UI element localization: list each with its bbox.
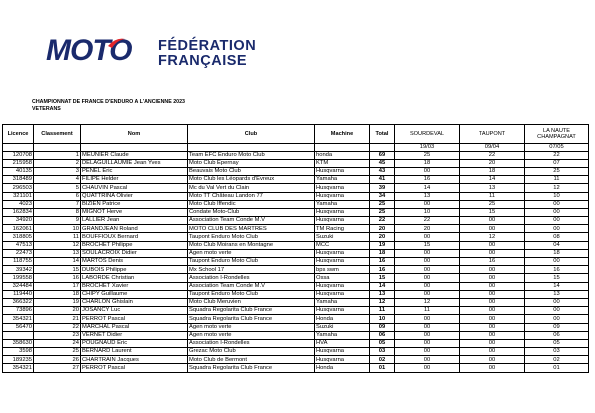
cell-machine: Husqvarna <box>315 217 370 225</box>
cell-club: MOTO CLUB DES MARTRES <box>188 225 315 233</box>
cell-total: 41 <box>370 176 395 184</box>
cell-taupont: 00 <box>460 356 525 364</box>
cell-licence: 189235 <box>3 356 34 364</box>
table-row <box>3 159 589 167</box>
col-classement: Classement <box>34 125 81 144</box>
cell-club: Moto Club Meruvien <box>188 298 315 306</box>
cell-machine: Yamaha <box>315 298 370 306</box>
logo-brand: MOTO <box>46 34 132 67</box>
cell-machine: Husqvarna <box>315 258 370 266</box>
col-total: Total <box>370 125 395 144</box>
cell-taupont: 00 <box>460 290 525 298</box>
cell-club: Taupont Enduro Moto Club <box>188 233 315 241</box>
cell-taupont: 00 <box>460 274 525 282</box>
table-row <box>3 298 589 306</box>
cell-la-naute: 05 <box>525 339 589 347</box>
cell-taupont: 00 <box>460 266 525 274</box>
cell-taupont: 00 <box>460 282 525 290</box>
cell-name: JOSANCY Luc <box>81 307 188 315</box>
cell-machine: bps swm <box>315 266 370 274</box>
cell-machine: Honda <box>315 364 370 372</box>
cell-taupont: 20 <box>460 159 525 167</box>
cell-machine: Suzuki <box>315 233 370 241</box>
cell-la-naute: 14 <box>525 282 589 290</box>
cell-machine: Ossa <box>315 274 370 282</box>
cell-club: Moto Club les Léopards d'Evreux <box>188 176 315 184</box>
table-row <box>3 356 589 364</box>
cell-machine: KTM <box>315 159 370 167</box>
table-row <box>3 208 589 216</box>
cell-name: CHARTRAIN Jacques <box>81 356 188 364</box>
cell-licence: 4023 <box>3 200 34 208</box>
cell-sourdeval: 00 <box>395 356 460 364</box>
cell-rank: 7 <box>34 200 81 208</box>
cell-name: FILIPE Helder <box>81 176 188 184</box>
cell-licence: 40135 <box>3 167 34 175</box>
cell-licence: 354321 <box>3 315 34 323</box>
cell-taupont: 00 <box>460 323 525 331</box>
cell-name: LALLIER Jean <box>81 217 188 225</box>
cell-total: 20 <box>370 233 395 241</box>
cell-licence: 321101 <box>3 192 34 200</box>
cell-taupont: 00 <box>460 225 525 233</box>
cell-taupont: 25 <box>460 200 525 208</box>
cell-la-naute: 10 <box>525 192 589 200</box>
cell-rank: 17 <box>34 282 81 290</box>
cell-licence: 318489 <box>3 176 34 184</box>
table-row <box>3 307 589 315</box>
cell-rank: 12 <box>34 241 81 249</box>
cell-name: PERROT Pascal <box>81 364 188 372</box>
cell-club: Taupont Enduro Moto Club <box>188 258 315 266</box>
cell-club: Moto Club de Bermont <box>188 356 315 364</box>
table-row <box>3 266 589 274</box>
cell-sourdeval: 10 <box>395 208 460 216</box>
cell-sourdeval: 00 <box>395 290 460 298</box>
cell-name: MEUNIER Claude <box>81 151 188 159</box>
cell-total: 05 <box>370 339 395 347</box>
cell-machine: Husqvarna <box>315 307 370 315</box>
cell-total: 22 <box>370 217 395 225</box>
cell-licence: 118755 <box>3 258 34 266</box>
cell-sourdeval: 00 <box>395 266 460 274</box>
cell-la-naute: 00 <box>525 225 589 233</box>
cell-machine: Husqvarna <box>315 356 370 364</box>
cell-name: DUBOIS Philippe <box>81 266 188 274</box>
date-sourdeval: 19/03 <box>395 144 460 152</box>
table-row <box>3 258 589 266</box>
cell-club: Moto Club Epernay <box>188 159 315 167</box>
date-la-naute: 07/05 <box>525 144 589 152</box>
cell-la-naute: 00 <box>525 258 589 266</box>
cell-name: CHIPY Guillaume <box>81 290 188 298</box>
cell-taupont: 00 <box>460 348 525 356</box>
cell-name: CHAUVIN Pascal <box>81 184 188 192</box>
table-row <box>3 217 589 225</box>
cell-club: Team EFC Enduro Moto Club <box>188 151 315 159</box>
cell-taupont: 16 <box>460 258 525 266</box>
cell-sourdeval: 00 <box>395 249 460 257</box>
cell-rank: 5 <box>34 184 81 192</box>
cell-name: BOUFFIOUX Bernard <box>81 233 188 241</box>
cell-rank: 23 <box>34 331 81 339</box>
cell-name: GRANDJEAN Roland <box>81 225 188 233</box>
results-table <box>2 124 589 373</box>
table-row <box>3 339 589 347</box>
cell-licence: 354321 <box>3 364 34 372</box>
cell-total: 20 <box>370 225 395 233</box>
cell-total: 09 <box>370 323 395 331</box>
date-taupont: 09/04 <box>460 144 525 152</box>
cell-name: QUATTRINA Olivier <box>81 192 188 200</box>
cell-rank: 4 <box>34 176 81 184</box>
cell-name: CHARLON Ghislain <box>81 298 188 306</box>
cell-club: Moto Club Iffendic <box>188 200 315 208</box>
cell-total: 25 <box>370 208 395 216</box>
cell-total: 03 <box>370 348 395 356</box>
cell-rank: 27 <box>34 364 81 372</box>
cell-taupont: 12 <box>460 233 525 241</box>
cell-licence: 73896 <box>3 307 34 315</box>
cell-machine: Yamaha <box>315 331 370 339</box>
cell-name: PENEL Eric <box>81 167 188 175</box>
date-row <box>3 144 589 152</box>
cell-sourdeval: 00 <box>395 282 460 290</box>
cell-sourdeval: 00 <box>395 364 460 372</box>
col-race-sourdeval: SOURDEVAL <box>395 125 460 144</box>
cell-rank: 9 <box>34 217 81 225</box>
cell-taupont: 00 <box>460 339 525 347</box>
cell-taupont: 00 <box>460 241 525 249</box>
cell-taupont: 14 <box>460 176 525 184</box>
cell-name: LABORDE Christian <box>81 274 188 282</box>
cell-taupont: 11 <box>460 192 525 200</box>
cell-sourdeval: 00 <box>395 323 460 331</box>
cell-la-naute: 00 <box>525 208 589 216</box>
cell-total: 01 <box>370 364 395 372</box>
cell-total: 14 <box>370 282 395 290</box>
table-row <box>3 225 589 233</box>
cell-rank: 25 <box>34 348 81 356</box>
cell-sourdeval: 00 <box>395 315 460 323</box>
cell-taupont: 00 <box>460 315 525 323</box>
cell-total: 02 <box>370 356 395 364</box>
cell-total: 10 <box>370 315 395 323</box>
col-race-la-naute: LA NAUTE CHAMPAGNAT <box>525 125 589 144</box>
cell-la-naute: 07 <box>525 159 589 167</box>
table-row <box>3 200 589 208</box>
cell-rank: 10 <box>34 225 81 233</box>
table-row <box>3 274 589 282</box>
cell-sourdeval: 15 <box>395 241 460 249</box>
cell-la-naute: 00 <box>525 298 589 306</box>
cell-machine: Husqvarna <box>315 192 370 200</box>
cell-licence: 119440 <box>3 290 34 298</box>
cell-la-naute: 22 <box>525 151 589 159</box>
cell-licence: 120708 <box>3 151 34 159</box>
col-licence: Licence <box>3 125 34 144</box>
cell-sourdeval: 18 <box>395 159 460 167</box>
cell-taupont: 00 <box>460 249 525 257</box>
cell-la-naute: 08 <box>525 233 589 241</box>
table-row <box>3 364 589 372</box>
cell-machine: Suzuki <box>315 323 370 331</box>
cell-machine: HVA <box>315 339 370 347</box>
cell-rank: 20 <box>34 307 81 315</box>
cell-machine: Husqvarna <box>315 348 370 356</box>
cell-rank: 13 <box>34 249 81 257</box>
cell-club: Association Team Conde M.V <box>188 217 315 225</box>
cell-name: BIZIEN Patrice <box>81 200 188 208</box>
table-row <box>3 249 589 257</box>
cell-taupont: 00 <box>460 364 525 372</box>
cell-total: 34 <box>370 192 395 200</box>
cell-taupont: 15 <box>460 208 525 216</box>
cell-taupont: 22 <box>460 151 525 159</box>
cell-name: DELAGUILLAUMIE Jean Yves <box>81 159 188 167</box>
cell-name: MARCHAL Pascal <box>81 323 188 331</box>
cell-rank: 19 <box>34 298 81 306</box>
cell-licence: 199558 <box>3 274 34 282</box>
cell-la-naute: 25 <box>525 167 589 175</box>
cell-total: 16 <box>370 258 395 266</box>
table-row <box>3 233 589 241</box>
cell-club: Squadra Regolarita Club France <box>188 307 315 315</box>
cell-licence: 296503 <box>3 184 34 192</box>
cell-rank: 3 <box>34 167 81 175</box>
cell-rank: 11 <box>34 233 81 241</box>
cell-machine: Husqvarna <box>315 249 370 257</box>
cell-club: Condate Moto-Club <box>188 208 315 216</box>
cell-sourdeval: 00 <box>395 274 460 282</box>
cell-name: MIGNOT Herve <box>81 208 188 216</box>
cell-sourdeval: 00 <box>395 167 460 175</box>
cell-machine: TM Racing <box>315 225 370 233</box>
cell-total: 45 <box>370 159 395 167</box>
cell-name: SOULACROIX Didier <box>81 249 188 257</box>
cell-club: Association I-Rondelles <box>188 339 315 347</box>
cell-club: Squadra Regolarita Club France <box>188 315 315 323</box>
cell-club: Mx School 17 <box>188 266 315 274</box>
cell-total: 13 <box>370 290 395 298</box>
cell-total: 43 <box>370 167 395 175</box>
cell-la-naute: 00 <box>525 217 589 225</box>
cell-rank: 15 <box>34 266 81 274</box>
cell-sourdeval: 22 <box>395 217 460 225</box>
cell-rank: 8 <box>34 208 81 216</box>
cell-la-naute: 13 <box>525 290 589 298</box>
table-row <box>3 176 589 184</box>
col-race-taupont: TAUPONT <box>460 125 525 144</box>
cell-total: 25 <box>370 200 395 208</box>
cell-machine: Husqvarna <box>315 184 370 192</box>
table-row <box>3 282 589 290</box>
col-club: Club <box>188 125 315 144</box>
cell-sourdeval: 00 <box>395 258 460 266</box>
cell-machine: honda <box>315 151 370 159</box>
logo-swoosh-icon <box>106 37 126 49</box>
cell-la-naute: 09 <box>525 323 589 331</box>
cell-name: POUGNAUD Eric <box>81 339 188 347</box>
logo-federation-text: FÉDÉRATION FRANÇAISE <box>158 38 257 69</box>
cell-licence: 39342 <box>3 266 34 274</box>
cell-licence: 215958 <box>3 159 34 167</box>
cell-total: 19 <box>370 241 395 249</box>
cell-sourdeval: 00 <box>395 339 460 347</box>
cell-la-naute: 15 <box>525 274 589 282</box>
cell-sourdeval: 11 <box>395 307 460 315</box>
cell-rank: 26 <box>34 356 81 364</box>
cell-total: 11 <box>370 307 395 315</box>
cell-rank: 2 <box>34 159 81 167</box>
cell-rank: 24 <box>34 339 81 347</box>
cell-rank: 21 <box>34 315 81 323</box>
cell-club: Association Team Conde M.V <box>188 282 315 290</box>
cell-licence: 358630 <box>3 339 34 347</box>
cell-licence: 3598 <box>3 348 34 356</box>
cell-la-naute: 06 <box>525 331 589 339</box>
cell-name: BROCHET Philippe <box>81 241 188 249</box>
cell-machine: Yamaha <box>315 176 370 184</box>
cell-total: 18 <box>370 249 395 257</box>
table-row <box>3 323 589 331</box>
cell-total: 39 <box>370 184 395 192</box>
document-title: CHAMPIONNAT DE FRANCE D'ENDURO A L'ANCIENNE 2023 VETERANS <box>32 99 186 112</box>
cell-licence: 324484 <box>3 282 34 290</box>
cell-sourdeval: 00 <box>395 348 460 356</box>
table-row <box>3 241 589 249</box>
cell-machine: Husqvarna <box>315 167 370 175</box>
cell-la-naute: 00 <box>525 307 589 315</box>
cell-sourdeval: 12 <box>395 298 460 306</box>
table-row <box>3 151 589 159</box>
cell-total: 16 <box>370 266 395 274</box>
cell-machine: Husqvarna <box>315 208 370 216</box>
cell-licence: 162834 <box>3 208 34 216</box>
cell-licence: 34920 <box>3 217 34 225</box>
cell-sourdeval: 16 <box>395 176 460 184</box>
cell-taupont: 00 <box>460 331 525 339</box>
cell-la-naute: 01 <box>525 364 589 372</box>
cell-sourdeval: 00 <box>395 331 460 339</box>
cell-machine: Yamaha <box>315 200 370 208</box>
cell-machine: Honda <box>315 315 370 323</box>
table-row <box>3 184 589 192</box>
cell-rank: 16 <box>34 274 81 282</box>
cell-licence: 318805 <box>3 233 34 241</box>
cell-licence: 47513 <box>3 241 34 249</box>
cell-total: 15 <box>370 274 395 282</box>
table-row <box>3 315 589 323</box>
cell-taupont: 00 <box>460 298 525 306</box>
cell-name: BROCHET Xavier <box>81 282 188 290</box>
cell-club: Squadra Regolarita Club France <box>188 364 315 372</box>
table-row <box>3 348 589 356</box>
table-row <box>3 167 589 175</box>
cell-la-naute: 00 <box>525 200 589 208</box>
cell-machine: Husqvarna <box>315 282 370 290</box>
table-row <box>3 331 589 339</box>
cell-la-naute: 18 <box>525 249 589 257</box>
cell-taupont: 00 <box>460 217 525 225</box>
cell-licence: 366322 <box>3 298 34 306</box>
cell-club: Beauvais Moto Club <box>188 167 315 175</box>
cell-rank: 14 <box>34 258 81 266</box>
cell-licence: 56470 <box>3 323 34 331</box>
cell-club: Taupont Enduro Moto Club <box>188 290 315 298</box>
cell-sourdeval: 20 <box>395 225 460 233</box>
cell-machine: MCC <box>315 241 370 249</box>
cell-club: Agen moto verte <box>188 331 315 339</box>
cell-club: Mc du Val Vert du Clain <box>188 184 315 192</box>
cell-la-naute: 11 <box>525 176 589 184</box>
cell-club: Moto TT Château Landon 77 <box>188 192 315 200</box>
cell-rank: 22 <box>34 323 81 331</box>
cell-licence: 22473 <box>3 249 34 257</box>
table-row <box>3 290 589 298</box>
cell-club: Moto Club Moirans en Montagne <box>188 241 315 249</box>
cell-rank: 1 <box>34 151 81 159</box>
cell-la-naute: 02 <box>525 356 589 364</box>
cell-name: MARTOS Denis <box>81 258 188 266</box>
cell-total: 06 <box>370 331 395 339</box>
cell-la-naute: 12 <box>525 184 589 192</box>
col-nom: Nom <box>81 125 188 144</box>
cell-la-naute: 16 <box>525 266 589 274</box>
cell-club: Grezac Moto Club <box>188 348 315 356</box>
cell-club: Agen moto verte <box>188 249 315 257</box>
cell-club: Association I-Rondelles <box>188 274 315 282</box>
cell-name: VERNET Didier <box>81 331 188 339</box>
cell-taupont: 00 <box>460 307 525 315</box>
cell-licence <box>3 331 34 339</box>
cell-la-naute: 00 <box>525 315 589 323</box>
cell-rank: 18 <box>34 290 81 298</box>
cell-la-naute: 04 <box>525 241 589 249</box>
cell-taupont: 13 <box>460 184 525 192</box>
cell-name: BERNARD Laurent <box>81 348 188 356</box>
cell-total: 69 <box>370 151 395 159</box>
cell-la-naute: 03 <box>525 348 589 356</box>
cell-sourdeval: 14 <box>395 184 460 192</box>
cell-sourdeval: 00 <box>395 200 460 208</box>
cell-licence: 162061 <box>3 225 34 233</box>
cell-sourdeval: 25 <box>395 151 460 159</box>
cell-taupont: 18 <box>460 167 525 175</box>
cell-sourdeval: 13 <box>395 192 460 200</box>
col-machine: Machine <box>315 125 370 144</box>
cell-name: PERROT Pascal <box>81 315 188 323</box>
cell-machine: Husqvarna <box>315 290 370 298</box>
table-row <box>3 192 589 200</box>
cell-rank: 6 <box>34 192 81 200</box>
cell-sourdeval: 00 <box>395 233 460 241</box>
cell-total: 12 <box>370 298 395 306</box>
header-row <box>3 125 589 144</box>
cell-club: Agen moto verte <box>188 323 315 331</box>
